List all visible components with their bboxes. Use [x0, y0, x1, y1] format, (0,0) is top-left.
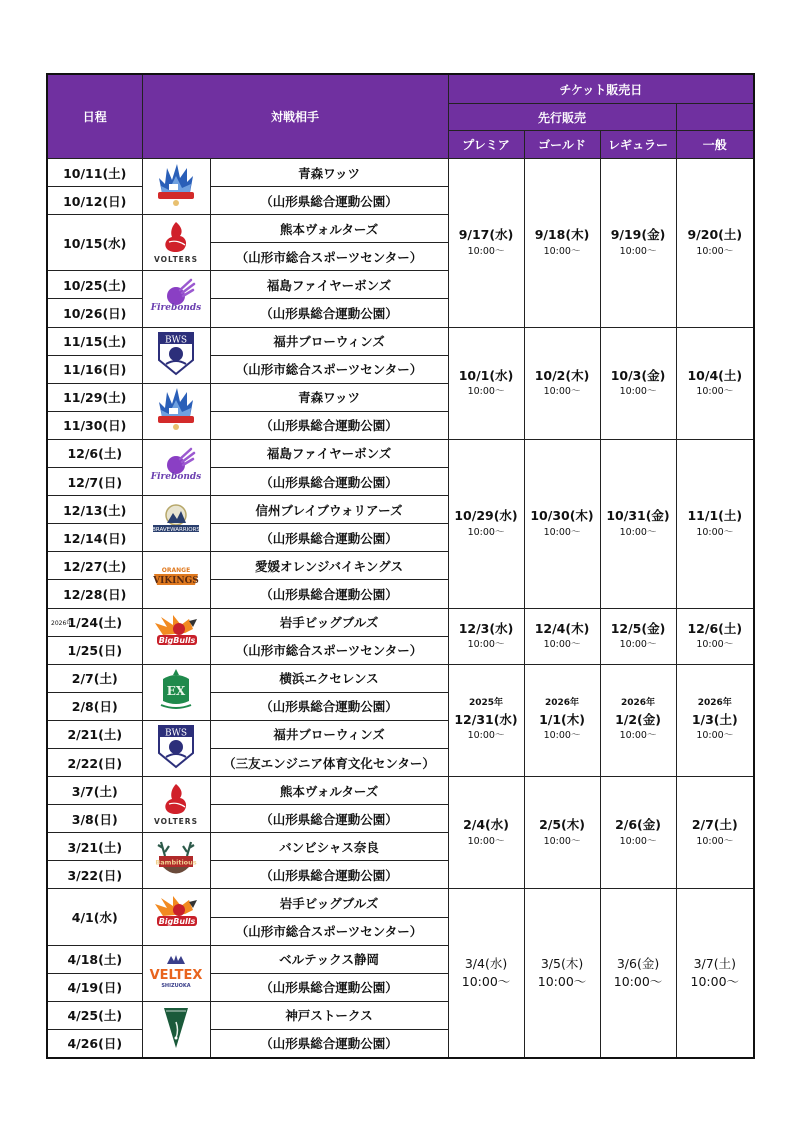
table-row — [47, 159, 754, 187]
sale-date: 12/31(水) — [454, 711, 518, 727]
sale-date-general — [676, 439, 754, 608]
team-logo-cell — [142, 833, 210, 889]
sale-time: 10:00～ — [619, 730, 657, 742]
team-logo-cell — [142, 439, 210, 495]
sale-date-general — [676, 664, 754, 776]
sale-date: 10/1(水) — [458, 367, 514, 383]
game-date-text: 4/19(日) — [67, 980, 123, 996]
opponent-team: 福島ファイヤーボンズ — [210, 439, 448, 467]
game-date: 10/15(水) — [47, 215, 142, 271]
game-date — [47, 748, 142, 776]
svg-text:SHIZUOKA: SHIZUOKA — [161, 983, 191, 990]
sale-date: 12/4(木) — [534, 620, 590, 636]
ticket-schedule-table — [46, 73, 755, 1059]
opponent-team: 岩手ビッグブルズ — [210, 608, 448, 636]
game-date — [47, 468, 142, 496]
sale-date: 3/7(土) — [693, 955, 736, 971]
sale-date-regular — [600, 664, 676, 776]
sale-time: 10:00～ — [696, 245, 734, 257]
table-row — [47, 439, 754, 467]
header-premia: プレミア — [448, 131, 524, 159]
sale-date: 9/19(金) — [610, 227, 666, 243]
sale-time: 10:00～ — [467, 730, 505, 742]
svg-text:EX: EX — [166, 684, 186, 699]
schedule-body — [47, 159, 754, 1058]
sale-time: 10:00～ — [467, 835, 505, 847]
sale-date-regular — [600, 439, 676, 608]
header-general: 一般 — [676, 131, 754, 159]
team-logo-cell — [142, 777, 210, 833]
opponent-team: 青森ワッツ — [210, 159, 448, 187]
game-date-text: 11/29(土) — [63, 390, 127, 406]
venue: （山形県総合運動公園） — [210, 299, 448, 327]
kobe-storks-logo — [149, 1004, 203, 1050]
sale-date-general — [676, 608, 754, 664]
venue: （山形県総合運動公園） — [210, 524, 448, 552]
team-logo-cell — [142, 945, 210, 1001]
opponent-team: バンビシャス奈良 — [210, 833, 448, 861]
team-logo-cell — [142, 720, 210, 776]
game-date-text: 2/22(日) — [67, 755, 123, 771]
sale-time: 10:00～ — [543, 386, 581, 398]
team-logo-cell — [142, 608, 210, 664]
game-date: 4/1(水) — [47, 889, 142, 945]
sale-date: 2/5(木) — [539, 817, 585, 833]
sale-date: 12/5(金) — [610, 620, 666, 636]
opponent-team: 横浜エクセレンス — [210, 664, 448, 692]
game-date-text: 2/8(日) — [71, 699, 118, 715]
sale-date: 3/5(木) — [540, 955, 584, 971]
venue: （山形市総合スポーツセンター） — [210, 243, 448, 271]
game-date-text: 10/11(土) — [63, 165, 127, 181]
opponent-team: ベルテックス静岡 — [210, 945, 448, 973]
game-date — [47, 299, 142, 327]
sale-date-gold — [524, 777, 600, 889]
sale-date-premia — [448, 889, 524, 1058]
sale-date: 1/2(金) — [615, 711, 661, 727]
game-date-text: 12/6(土) — [67, 446, 123, 462]
game-date — [47, 777, 142, 805]
sale-time: 10:00～ — [543, 245, 581, 257]
sale-date: 2/4(水) — [463, 817, 509, 833]
game-date — [47, 945, 142, 973]
game-date — [47, 383, 142, 411]
sale-date-general — [676, 889, 754, 1058]
venue: （三友エンジニア体育文化センター） — [210, 748, 448, 776]
game-date-text: 12/7(日) — [67, 474, 123, 490]
game-date — [47, 271, 142, 299]
game-date — [47, 355, 142, 383]
svg-text:BigBulls: BigBulls — [158, 917, 196, 927]
fukui-blowinds-logo — [149, 723, 203, 769]
sale-date: 3/4(水) — [464, 955, 508, 971]
game-date — [47, 861, 142, 889]
venue: （山形県総合運動公園） — [210, 580, 448, 608]
sale-date: 9/17(水) — [458, 227, 514, 243]
game-date — [47, 833, 142, 861]
sale-date-gold — [524, 159, 600, 328]
sale-date-general — [676, 777, 754, 889]
game-date-text: 1/24(土) — [67, 615, 123, 631]
venue: （山形市総合スポーツセンター） — [210, 636, 448, 664]
sale-date-gold — [524, 889, 600, 1058]
team-logo-cell — [142, 215, 210, 271]
sale-date: 2/7(土) — [691, 817, 738, 833]
sale-date-premia — [448, 327, 524, 439]
sale-date: 9/20(土) — [687, 227, 743, 243]
sale-time: 10:00～ — [619, 526, 657, 538]
svg-text:ORANGE: ORANGE — [161, 566, 191, 574]
game-date — [47, 608, 142, 636]
sale-date: 1/1(木) — [539, 711, 585, 727]
svg-text:Bambitious: Bambitious — [155, 858, 197, 867]
ehime-orange-vikings-logo — [149, 555, 203, 601]
sale-year: 2026年 — [620, 698, 656, 709]
sale-date-regular — [600, 777, 676, 889]
sale-time: 10:00～ — [696, 526, 734, 538]
sale-date-regular — [600, 608, 676, 664]
game-date — [47, 187, 142, 215]
venue: （山形県総合運動公園） — [210, 805, 448, 833]
sale-time: 10:00～ — [467, 245, 505, 257]
game-date — [47, 552, 142, 580]
sale-time: 10:00～ — [543, 639, 581, 651]
game-date-text: 2/7(土) — [71, 671, 118, 687]
opponent-team: 岩手ビッグブルズ — [210, 889, 448, 917]
bambitious-nara-logo — [149, 836, 203, 882]
opponent-team: 青森ワッツ — [210, 383, 448, 411]
game-date-text: 3/7(土) — [71, 783, 118, 799]
opponent-team: 福島ファイヤーボンズ — [210, 271, 448, 299]
venue: （山形県総合運動公園） — [210, 692, 448, 720]
sale-year: 2025年 — [468, 698, 504, 709]
kumamoto-volters-logo — [149, 780, 203, 826]
sale-time: 10:00～ — [543, 526, 581, 538]
sale-date-premia — [448, 159, 524, 328]
game-date — [47, 692, 142, 720]
sale-date-general — [676, 327, 754, 439]
svg-text:BRAVEWARRIORS: BRAVEWARRIORS — [152, 526, 200, 533]
game-date-text: 10/26(日) — [63, 306, 127, 322]
venue: （山形市総合スポーツセンター） — [210, 917, 448, 945]
kumamoto-volters-logo — [149, 218, 203, 264]
sale-date-gold — [524, 664, 600, 776]
fukui-blowinds-logo — [149, 330, 203, 376]
header-regular: レギュラー — [600, 131, 676, 159]
game-date — [47, 636, 142, 664]
game-date-text: 4/25(土) — [67, 1008, 123, 1024]
game-date-text: 11/15(土) — [63, 334, 127, 350]
sale-time: 10:00～ — [690, 973, 740, 989]
game-date-text: 12/13(土) — [63, 502, 127, 518]
sale-time: 10:00～ — [696, 386, 734, 398]
game-date-text: 12/14(日) — [63, 530, 127, 546]
svg-text:BWS: BWS — [164, 728, 188, 739]
yokohama-excellence-logo — [149, 667, 203, 713]
sale-time: 10:00～ — [619, 639, 657, 651]
team-logo-cell — [142, 383, 210, 439]
opponent-team: 熊本ヴォルターズ — [210, 215, 448, 243]
venue: （山形県総合運動公園） — [210, 468, 448, 496]
sale-time: 10:00～ — [537, 973, 587, 989]
sale-year: 2026年 — [544, 698, 580, 709]
game-date — [47, 411, 142, 439]
sale-time: 10:00～ — [613, 973, 663, 989]
header-presale: 先行販売 — [448, 104, 676, 131]
team-logo-cell — [142, 664, 210, 720]
game-date — [47, 664, 142, 692]
sale-time: 10:00～ — [619, 386, 657, 398]
table-row — [47, 608, 754, 636]
sale-date-gold — [524, 327, 600, 439]
sale-date: 10/3(金) — [610, 367, 666, 383]
sale-date-regular — [600, 159, 676, 328]
svg-text:VOLTERS: VOLTERS — [153, 816, 199, 826]
team-logo-cell — [142, 1001, 210, 1057]
game-date-text: 12/27(土) — [63, 558, 127, 574]
table-row — [47, 327, 754, 355]
sale-date-regular — [600, 327, 676, 439]
sale-time: 10:00～ — [461, 973, 511, 989]
opponent-team: 熊本ヴォルターズ — [210, 777, 448, 805]
fukushima-firebonds-logo — [149, 274, 203, 320]
game-date-text: 1/25(日) — [67, 643, 123, 659]
shinshu-brave-warriors-logo — [149, 499, 203, 545]
sale-date-premia — [448, 439, 524, 608]
sale-date: 10/31(金) — [606, 508, 670, 524]
sale-year: 2026年 — [697, 698, 732, 709]
game-date — [47, 159, 142, 187]
year-note: 2026年 — [51, 619, 73, 627]
team-logo-cell — [142, 889, 210, 945]
opponent-team: 愛媛オレンジバイキングス — [210, 552, 448, 580]
opponent-team: 神戸ストークス — [210, 1001, 448, 1029]
game-date — [47, 524, 142, 552]
sale-time: 10:00～ — [467, 526, 505, 538]
venue: （山形県総合運動公園） — [210, 411, 448, 439]
game-date-text: 4/18(土) — [67, 952, 123, 968]
game-date — [47, 720, 142, 748]
svg-text:VOLTERS: VOLTERS — [153, 254, 199, 264]
game-date-text: 3/21(土) — [67, 839, 123, 855]
sale-time: 10:00～ — [696, 730, 734, 742]
game-date-text: 3/8(日) — [71, 811, 118, 827]
sale-date-gold — [524, 608, 600, 664]
game-date — [47, 580, 142, 608]
iwate-big-bulls-logo — [149, 892, 203, 938]
sale-date: 12/3(水) — [458, 620, 514, 636]
sale-time: 10:00～ — [619, 835, 657, 847]
table-row — [47, 664, 754, 692]
game-date — [47, 973, 142, 1001]
sale-date-general — [676, 159, 754, 328]
sale-date: 10/30(木) — [530, 508, 594, 524]
svg-text:VIKINGS: VIKINGS — [153, 575, 199, 586]
game-date-text: 2/21(土) — [67, 727, 123, 743]
sale-date: 10/29(水) — [454, 508, 518, 524]
svg-text:Firebonds: Firebonds — [150, 302, 202, 313]
venue: （山形県総合運動公園） — [210, 187, 448, 215]
team-logo-cell — [142, 159, 210, 215]
opponent-team: 福井ブローウィンズ — [210, 720, 448, 748]
sale-time: 10:00～ — [467, 386, 505, 398]
iwate-big-bulls-logo — [149, 611, 203, 657]
game-date — [47, 1001, 142, 1029]
sale-date-premia — [448, 664, 524, 776]
team-logo-cell — [142, 327, 210, 383]
sale-date-premia — [448, 608, 524, 664]
header-gold: ゴールド — [524, 131, 600, 159]
svg-text:BigBulls: BigBulls — [158, 636, 196, 646]
game-date — [47, 439, 142, 467]
veltex-shizuoka-logo — [149, 948, 203, 994]
sale-date: 1/3(土) — [691, 711, 738, 727]
venue: （山形県総合運動公園） — [210, 1029, 448, 1057]
fukushima-firebonds-logo — [149, 443, 203, 489]
sale-date-gold — [524, 439, 600, 608]
game-date-text: 4/26(日) — [67, 1036, 123, 1052]
header-schedule: 日程 — [47, 74, 142, 159]
sale-time: 10:00～ — [543, 835, 581, 847]
game-date — [47, 1029, 142, 1057]
sale-date: 12/6(土) — [687, 620, 743, 636]
game-date-text: 11/30(日) — [63, 418, 127, 434]
game-date — [47, 805, 142, 833]
sale-time: 10:00～ — [696, 835, 734, 847]
team-logo-cell — [142, 496, 210, 552]
opponent-team: 信州ブレイブウォリアーズ — [210, 496, 448, 524]
svg-text:Firebonds: Firebonds — [150, 471, 202, 482]
game-date-text: 12/28(日) — [63, 586, 127, 602]
sale-date: 3/6(金) — [616, 955, 660, 971]
sale-date: 2/6(金) — [615, 817, 661, 833]
sale-date: 11/1(土) — [687, 508, 743, 524]
game-date-text: 11/16(日) — [63, 362, 127, 378]
aomori-wats-logo — [149, 386, 203, 432]
sale-time: 10:00～ — [619, 245, 657, 257]
aomori-wats-logo — [149, 162, 203, 208]
svg-text:BWS: BWS — [164, 335, 188, 346]
game-date — [47, 327, 142, 355]
venue: （山形県総合運動公園） — [210, 973, 448, 1001]
table-row — [47, 889, 754, 917]
game-date-text: 10/25(土) — [63, 277, 127, 293]
sale-time: 10:00～ — [543, 730, 581, 742]
header-blank — [676, 104, 754, 131]
sale-date-regular — [600, 889, 676, 1058]
game-date-text: 3/22(日) — [67, 867, 123, 883]
game-date — [47, 496, 142, 524]
sale-date: 10/4(土) — [687, 367, 743, 383]
header-ticket-sale-date: チケット販売日 — [448, 74, 754, 104]
sale-date-premia — [448, 777, 524, 889]
sale-time: 10:00～ — [696, 639, 734, 651]
opponent-team: 福井ブローウィンズ — [210, 327, 448, 355]
venue: （山形市総合スポーツセンター） — [210, 355, 448, 383]
team-logo-cell — [142, 552, 210, 608]
game-date-text: 10/12(日) — [63, 193, 127, 209]
sale-date: 9/18(木) — [534, 227, 590, 243]
header-opponent: 対戦相手 — [142, 74, 448, 159]
sale-time: 10:00～ — [467, 639, 505, 651]
team-logo-cell — [142, 271, 210, 327]
sale-date: 10/2(木) — [534, 367, 590, 383]
svg-text:VELTEX: VELTEX — [149, 968, 203, 984]
table-row — [47, 777, 754, 805]
venue: （山形県総合運動公園） — [210, 861, 448, 889]
